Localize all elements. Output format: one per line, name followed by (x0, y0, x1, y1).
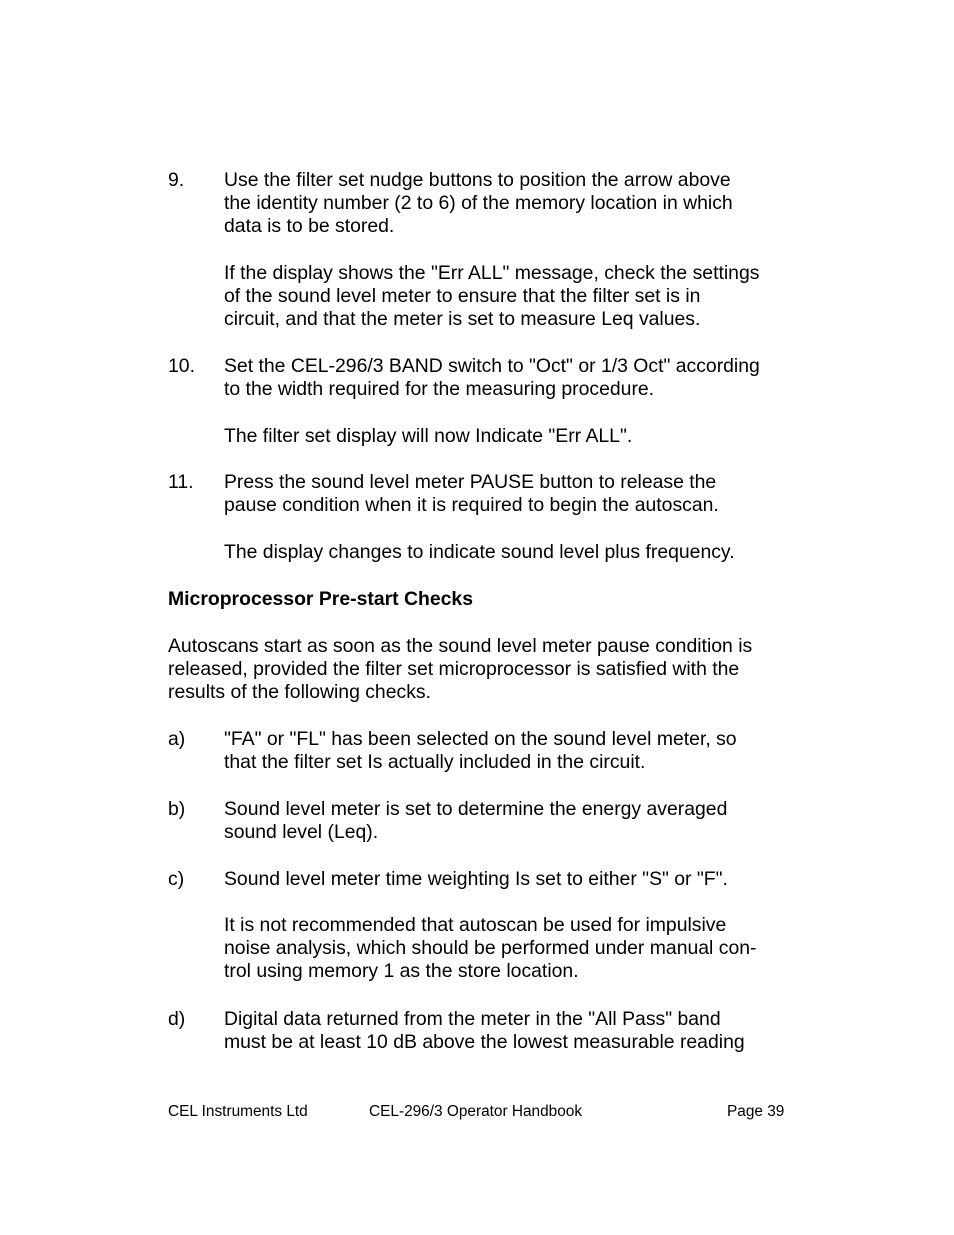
item-text (224, 471, 790, 517)
item-number: 11. (168, 471, 194, 493)
text-line: noise analysis, which should be performed under manual con- (224, 937, 757, 960)
text-line: to the width required for the measuring procedure. (224, 378, 655, 401)
note-err-all (224, 262, 790, 332)
item-text (224, 798, 790, 844)
note-impulsive-noise (224, 914, 790, 984)
item-number: a) (168, 728, 186, 750)
text-line: sound level (Leq). (224, 821, 379, 844)
item-text (224, 169, 790, 239)
text-line: If the display shows the "Err ALL" message, check the settings (224, 262, 760, 284)
text-line: It is not recommended that autoscan be used for impulsive (224, 914, 727, 936)
text-line: the identity number (2 to 6) of the memory location in which (224, 192, 733, 215)
footer-page-number: Page 39 (727, 1103, 785, 1120)
intro-paragraph (168, 635, 790, 705)
note-display-changes (224, 541, 790, 564)
text-line: Set the CEL-296/3 BAND switch to "Oct" or 1/3 Oct" according (224, 355, 760, 377)
text-line: data is to be stored. (224, 215, 395, 238)
item-number: 9. (168, 169, 185, 191)
text-line: released, provided the filter set microprocessor is satisfied with the (168, 658, 740, 681)
text-line: pause condition when it is required to begin the autoscan. (224, 494, 719, 517)
item-text (224, 355, 790, 401)
item-number: c) (168, 868, 185, 890)
text-line: Sound level meter time weighting Is set to either "S" or "F". (224, 868, 728, 890)
item-text (224, 1008, 790, 1054)
text-line: "FA" or "FL" has been selected on the sound level meter, so (224, 728, 737, 750)
item-text (224, 868, 790, 891)
text-line: trol using memory 1 as the store location. (224, 960, 579, 983)
text-line: The filter set display will now Indicate "Err ALL". (224, 425, 633, 447)
item-number: d) (168, 1008, 186, 1030)
section-heading: Microprocessor Pre-start Checks (168, 588, 473, 610)
text-line: that the filter set Is actually included in the circuit. (224, 751, 646, 774)
text-line: Autoscans start as soon as the sound level meter pause condition is (168, 635, 753, 657)
text-line: of the sound level meter to ensure that the filter set is in (224, 285, 701, 308)
item-number: b) (168, 798, 186, 820)
text-line: Press the sound level meter PAUSE button to release the (224, 471, 717, 493)
text-line: The display changes to indicate sound level plus frequency. (224, 541, 735, 563)
item-number: 10. (168, 355, 195, 377)
text-line: circuit, and that the meter is set to measure Leq values. (224, 308, 701, 331)
footer-title: CEL-296/3 Operator Handbook (369, 1103, 583, 1120)
footer-company: CEL Instruments Ltd (168, 1103, 308, 1120)
text-line: Sound level meter is set to determine the energy averaged (224, 798, 728, 820)
item-text (224, 728, 790, 774)
note-display-indicate (224, 425, 790, 448)
text-line: Digital data returned from the meter in the "All Pass" band (224, 1008, 721, 1030)
text-line: Use the filter set nudge buttons to position the arrow above (224, 169, 731, 191)
text-line: results of the following checks. (168, 681, 431, 704)
text-line: must be at least 10 dB above the lowest measurable reading (224, 1031, 745, 1054)
